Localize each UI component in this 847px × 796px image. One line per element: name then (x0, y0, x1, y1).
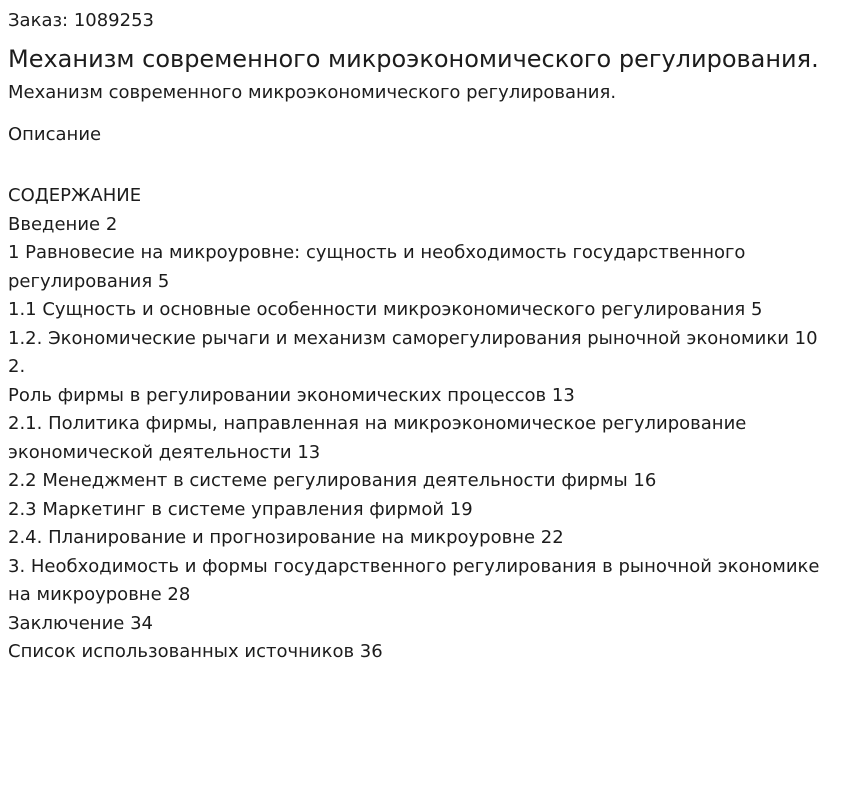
toc-item: 2.3 Маркетинг в системе управления фирмой 19 (8, 498, 473, 520)
toc-item: Список использованных источников 36 (8, 641, 383, 662)
description-heading: Описание (8, 124, 102, 145)
toc-item: Введение 2 (8, 213, 118, 235)
toc-item: 2. (8, 356, 26, 377)
toc-item: Роль фирмы в регулировании экономических процессов 13 (8, 384, 575, 406)
toc-item: 3. Необходимость и формы государственного регулирования в рыночной экономике на микроуровне 28 (8, 555, 820, 605)
toc-item: 2.4. Планирование и прогнозирование на микроуровне 22 (8, 527, 564, 548)
toc-heading: СОДЕРЖАНИЕ (8, 185, 142, 206)
toc-item: 1.1 Сущность и основные особенности микроэкономического регулирования 5 (8, 299, 763, 320)
table-of-contents (8, 182, 839, 667)
toc-item: 2.2 Менеджмент в системе регулирования деятельности фирмы 16 (8, 470, 657, 491)
toc-item: Заключение 34 (8, 612, 153, 634)
toc-item: 1.2. Экономические рычаги и механизм саморегулирования рыночной экономики 10 (8, 327, 818, 349)
page-title: Механизм современного микроэкономического регулирования. (8, 45, 819, 73)
toc-item: 1 Равновесие на микроуровне: сущность и необходимость государственного регулирования 5 (8, 242, 746, 292)
order-number: Заказ: 1089253 (8, 10, 154, 31)
toc-item: 2.1. Политика фирмы, направленная на микроэкономическое регулирование экономической деятельности 13 (8, 413, 747, 463)
page-subtitle: Механизм современного микроэкономического регулирования. (8, 82, 617, 103)
